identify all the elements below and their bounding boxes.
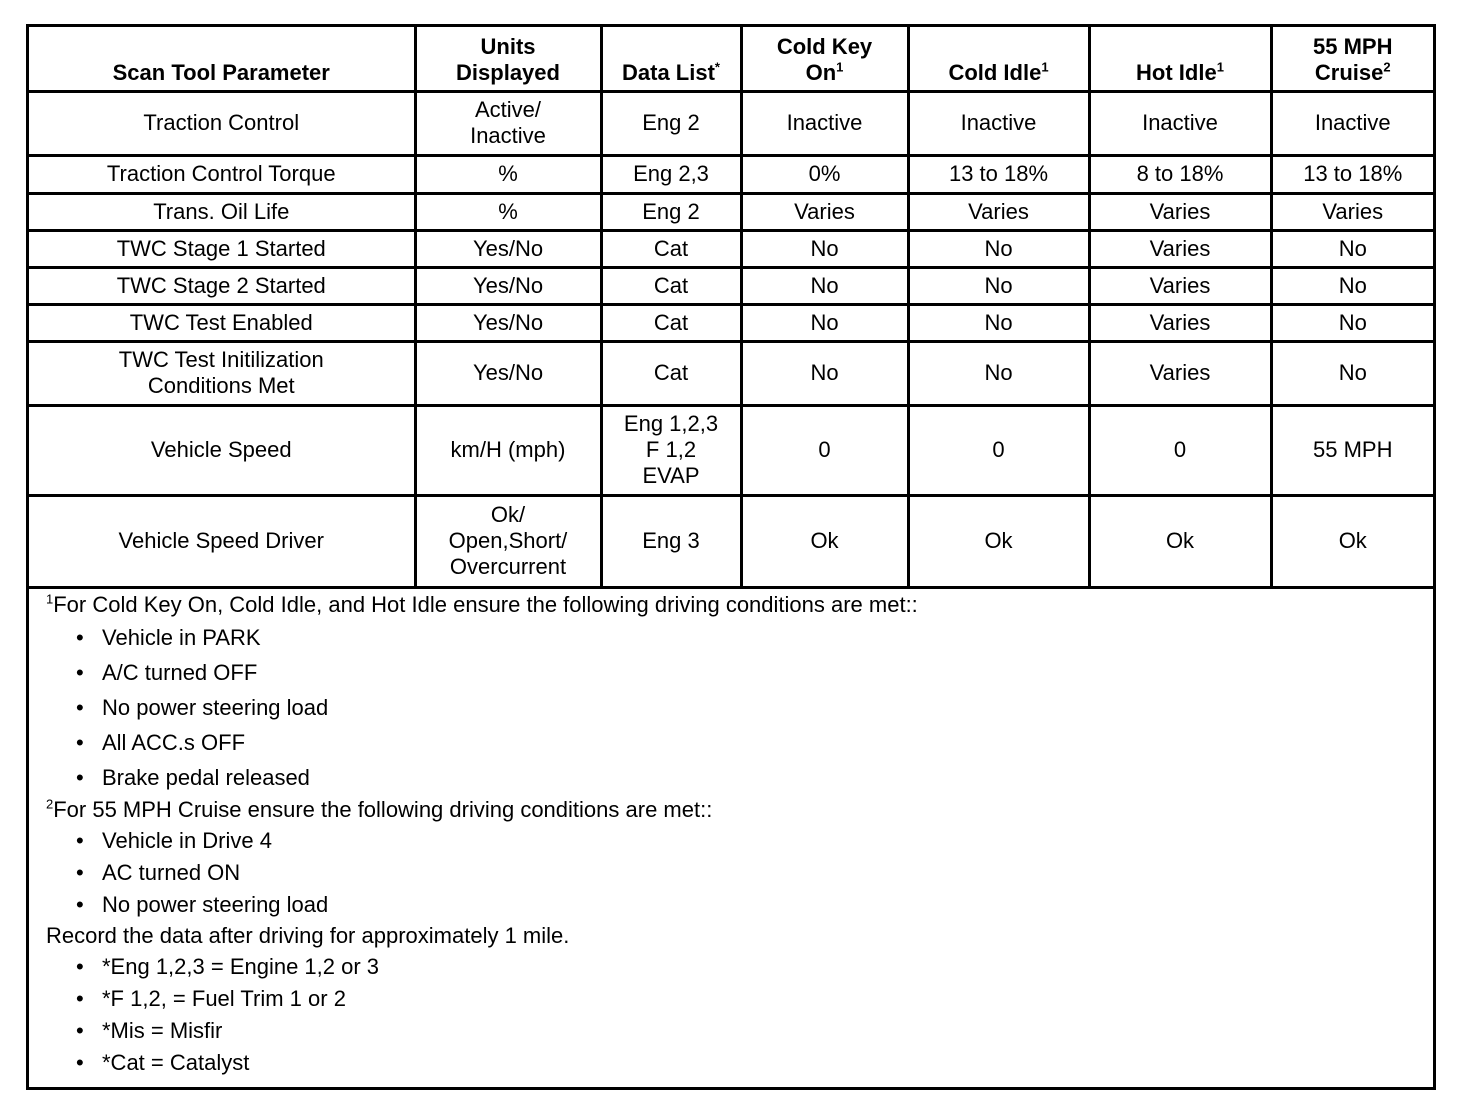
table-cell: No — [1271, 267, 1433, 304]
table-row — [29, 230, 1433, 267]
table-cell: No — [1271, 304, 1433, 341]
header-hot-idle: Hot Idle$^1$ — [1089, 27, 1271, 91]
table-cell: Ok — [1089, 495, 1271, 587]
table-cell: 0 — [1089, 405, 1271, 495]
table-cell: Traction Control — [29, 91, 415, 155]
table-cell: Ok — [741, 495, 908, 587]
table-row — [29, 304, 1433, 341]
scan-tool-data-table — [29, 27, 1433, 589]
abbreviation-legend-list — [46, 951, 1433, 1079]
table-row — [29, 495, 1433, 587]
table-cell: Eng 3 — [601, 495, 741, 587]
table-cell: Ok — [1271, 495, 1433, 587]
table-cell: No — [1271, 230, 1433, 267]
table-cell: Cat — [601, 341, 741, 405]
table-cell: Varies — [1271, 193, 1433, 230]
table-cell: Eng 1,2,3 F 1,2 EVAP — [601, 405, 741, 495]
list-item: • A/C turned OFF — [76, 660, 258, 685]
table-cell: Varies — [1089, 230, 1271, 267]
table-cell: Varies — [1089, 193, 1271, 230]
table-cell: No — [741, 230, 908, 267]
table-row — [29, 91, 1433, 155]
table-cell: Vehicle Speed — [29, 405, 415, 495]
list-item: • Vehicle in PARK — [76, 625, 261, 650]
table-cell: Varies — [908, 193, 1089, 230]
table-cell: km/H (mph) — [415, 405, 601, 495]
header-units-displayed: Units Displayed — [415, 27, 601, 91]
table-cell: Active/ Inactive — [415, 91, 601, 155]
header-cold-idle: Cold Idle$^1$ — [908, 27, 1089, 91]
list-item: • *Cat = Catalyst — [76, 1050, 250, 1075]
table-cell: Yes/No — [415, 267, 601, 304]
table-cell: No — [908, 230, 1089, 267]
table-cell: Inactive — [741, 91, 908, 155]
table-cell: Yes/No — [415, 341, 601, 405]
table-cell: Inactive — [1089, 91, 1271, 155]
table-cell: Eng 2,3 — [601, 155, 741, 193]
table-row — [29, 405, 1433, 495]
header-cold-key-on: Cold Key On$^1$ — [741, 27, 908, 91]
header-data-list: Data List* — [601, 27, 741, 91]
scan-tool-data-document — [26, 24, 1436, 1090]
table-cell: Eng 2 — [601, 193, 741, 230]
list-item: • No power steering load — [76, 892, 329, 917]
table-cell: 0% — [741, 155, 908, 193]
list-item: • *Eng 1,2,3 = Engine 1,2 or 3 — [76, 954, 380, 979]
header-55-mph-cruise: 55 MPH Cruise$^2$ — [1271, 27, 1433, 91]
table-cell: Inactive — [1271, 91, 1433, 155]
list-item: • No power steering load — [76, 695, 329, 720]
table-header-row — [29, 27, 1433, 91]
footnote-2: $^2$For 55 MPH Cruise ensure the following driving conditions are met:: — [46, 796, 713, 822]
table-row — [29, 155, 1433, 193]
table-cell: Cat — [601, 267, 741, 304]
table-cell: % — [415, 193, 601, 230]
table-cell: Yes/No — [415, 304, 601, 341]
table-cell: 0 — [741, 405, 908, 495]
header-scan-tool-parameter: Scan Tool Parameter — [29, 27, 415, 91]
table-cell: 55 MPH — [1271, 405, 1433, 495]
table-cell: 13 to 18% — [1271, 155, 1433, 193]
record-instruction: Record the data after driving for approximately 1 mile. — [46, 923, 570, 948]
table-cell: Trans. Oil Life — [29, 193, 415, 230]
table-cell: No — [908, 267, 1089, 304]
table-cell: TWC Stage 1 Started — [29, 230, 415, 267]
table-cell: Cat — [601, 230, 741, 267]
table-cell: Varies — [1089, 341, 1271, 405]
table-row — [29, 341, 1433, 405]
table-cell: Cat — [601, 304, 741, 341]
table-row — [29, 267, 1433, 304]
table-cell: No — [741, 304, 908, 341]
table-cell: No — [908, 304, 1089, 341]
table-cell: Traction Control Torque — [29, 155, 415, 193]
table-cell: Ok — [908, 495, 1089, 587]
table-cell: TWC Test Enabled — [29, 304, 415, 341]
table-cell: TWC Test Initilization Conditions Met — [29, 341, 415, 405]
table-row — [29, 193, 1433, 230]
table-cell: 0 — [908, 405, 1089, 495]
list-item: • Brake pedal released — [76, 765, 310, 790]
list-item: • *F 1,2, = Fuel Trim 1 or 2 — [76, 986, 346, 1011]
footnotes-section — [29, 588, 1433, 1079]
table-cell: No — [908, 341, 1089, 405]
table-cell: Vehicle Speed Driver — [29, 495, 415, 587]
table-cell: TWC Stage 2 Started — [29, 267, 415, 304]
table-cell: No — [741, 341, 908, 405]
table-cell: Ok/ Open,Short/ Overcurrent — [415, 495, 601, 587]
table-cell: Varies — [741, 193, 908, 230]
footnote-2-conditions-list — [46, 825, 1433, 921]
footnote-1-conditions-list — [46, 620, 1433, 795]
table-cell: Yes/No — [415, 230, 601, 267]
table-cell: % — [415, 155, 601, 193]
list-item: • AC turned ON — [76, 860, 241, 885]
table-cell: 13 to 18% — [908, 155, 1089, 193]
list-item: • All ACC.s OFF — [76, 730, 246, 755]
table-cell: 8 to 18% — [1089, 155, 1271, 193]
table-cell: Inactive — [908, 91, 1089, 155]
list-item: • *Mis = Misfir — [76, 1018, 223, 1043]
table-cell: Eng 2 — [601, 91, 741, 155]
table-cell: No — [741, 267, 908, 304]
list-item: • Vehicle in Drive 4 — [76, 828, 272, 853]
table-cell: No — [1271, 341, 1433, 405]
footnote-1: $^1$For Cold Key On, Cold Idle, and Hot Idle ensure the following driving conditions are met:: — [46, 591, 918, 617]
table-cell: Varies — [1089, 267, 1271, 304]
table-cell: Varies — [1089, 304, 1271, 341]
